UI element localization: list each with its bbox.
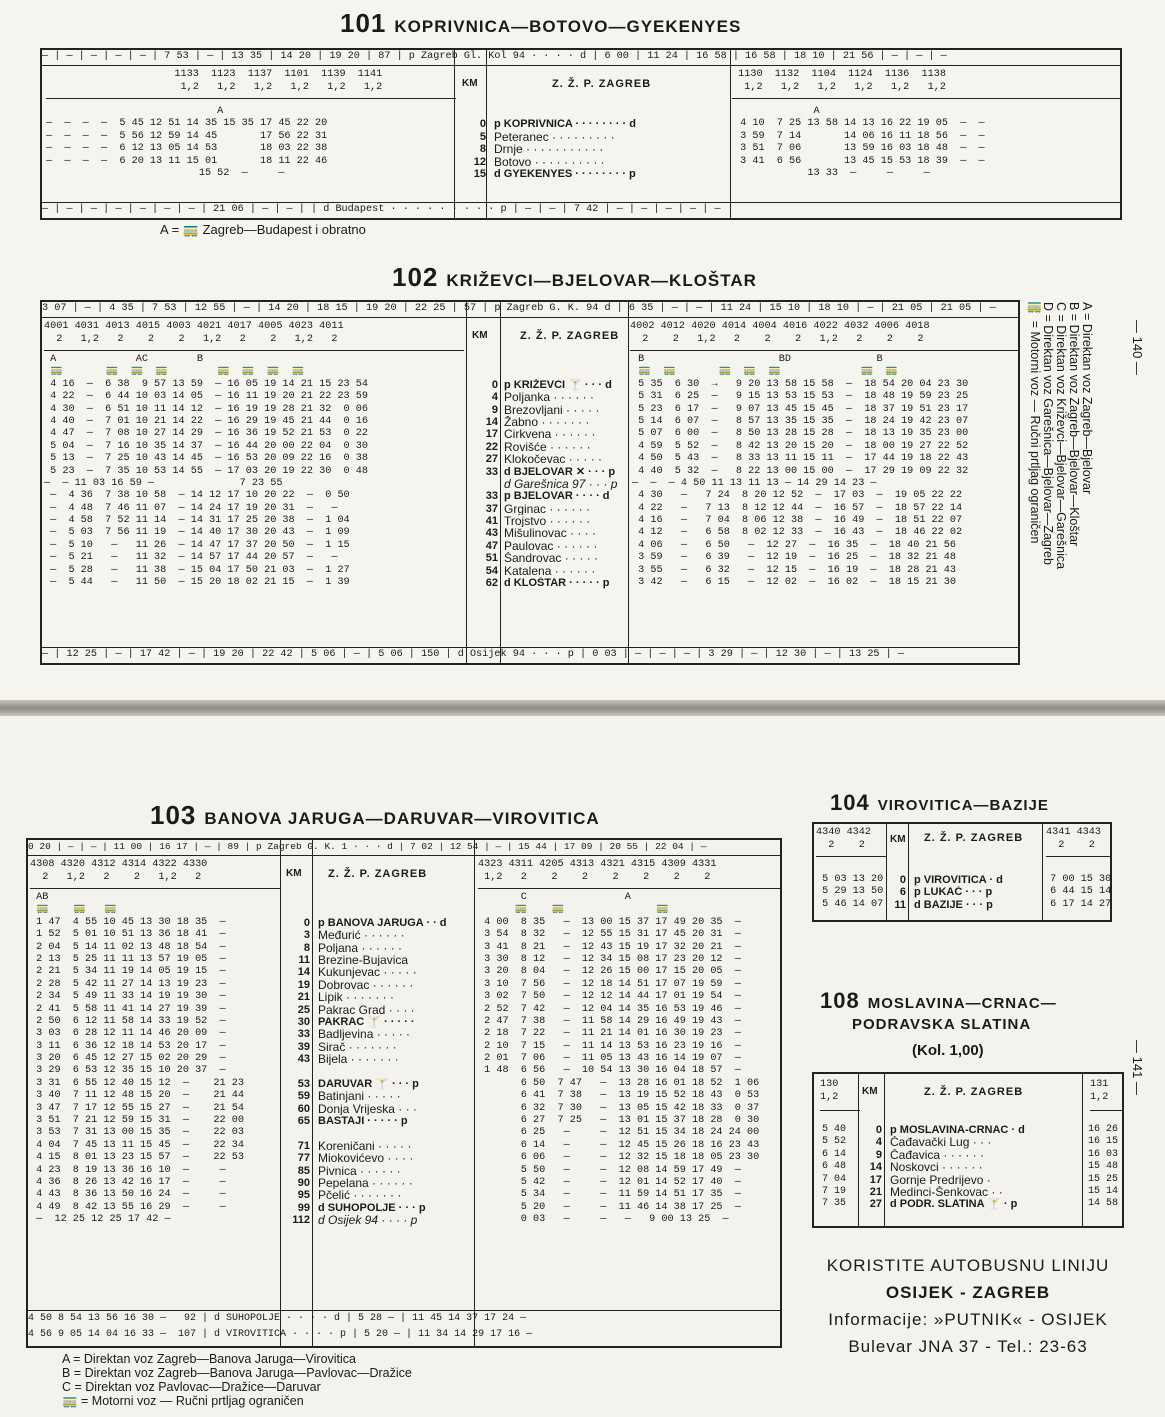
t103-footer-virovitica: 4 56 9 05 14 04 16 33 — 107 | d VIROVITICA · · · · p | 5 20 — | 11 34 14 29 17 16 — — [28, 1329, 533, 1340]
t101-times-right: A 4 10 7 25 13 58 14 13 16 22 19 05 — — 3 59 7 14 14 06 16 11 18 56 — — 3 51 7 06 13 59 16 03 18 48 — — 3 41 6 56 13 45 15 53 18 39 — — 13 33 — — — — [734, 106, 985, 179]
t102-km-col: 0 4 9 14 17 22 27 33 33 37 41 43 47 51 54 62 — [485, 378, 498, 590]
t101-header-row: — | — | — | — | — | 7 53 | — | 13 35 | 14 20 | 19 20 | 87 | p Zagreb Gl. Kol 94 · · · · d | 6 00 | 11 24 | 16 58 | 16 58 | 18 10 | 21 56 | — | — | — — [42, 50, 1120, 66]
station: p KOPRIVNICA · · · · · · · · d — [494, 118, 636, 131]
t108-title — [820, 988, 1057, 1014]
t104-route-name: VIROVITICA—BAZIJE — [877, 797, 1049, 814]
station — [494, 106, 728, 118]
t102-train-codes-left: 4001 4031 4013 4015 4003 4021 4017 4005 4023 4011 2 1,2 2 2 2 1,2 2 2 1,2 2 — [44, 320, 464, 351]
t104-number: 104 — [830, 790, 870, 815]
t102-times-right: B BD B 🚃 🚃 🚃 🚃 🚃 🚃 🚃 5 35 6 30 → 9 20 13 58 15 58 — 18 54 20 04 23 30 5 31 6 25 — 9 15 13 53 15 53 — 18 48 19 59 23 25 5 23 6 17 — 9 07 13 45 15 45 — 18 37 19 51 23 17 5 14 6 07 — 8 57 13 35 15 35 — 18 24 19 42 23 07 5 07 6 00 — 8 50 13 28 15 28 — 18 13 19 35 23 00 4 59 5 52 — 8 42 13 20 15 20 — 18 00 19 27 22 52 4 50 5 43 — 8 33 13 11 15 11 — 17 44 19 18 22 43 4 40 5 32 — 8 22 13 00 15 00 — 17 29 19 09 22 32 — — — 4 50 11 13 11 13 — 14 29 14 23 — 4 30 — 7 24 8 20 12 52 — 17 03 — 19 05 22 22 4 22 — 7 13 8 12 12 44 — 16 57 — 18 57 22 14 4 16 — 7 04 8 06 12 38 — 16 49 — 18 51 22 07 4 12 — 6 58 8 02 12 33 — 16 43 — 18 46 22 02 4 06 — 6 50 — 12 27 — 16 35 — 18 40 21 56 3 59 — 6 39 — 12 19 — 16 25 — 18 32 21 48 3 55 — 6 32 — 12 15 — 16 19 — 18 28 21 43 3 42 — 6 15 — 12 02 — 16 02 — 18 15 21 30 — [632, 354, 969, 589]
t108-times-left: 5 40 5 52 6 14 6 48 7 04 7 19 7 35 — [816, 1124, 847, 1210]
station: Drnje · · · · · · · · · · · — [494, 143, 604, 156]
t104-table: 4340 4342 2 2 4341 4343 2 2 KM Z. Ž. P. ZAGREB 5 03 13 20 5 29 13 50 5 46 14 07 0 6 11 p VIROVITICA · d p LUKAČ · · · p d BAZIJE · · · p 7 00 15 30 6 44 15 14 6 17 14 27 — [812, 822, 1112, 922]
page-fold — [0, 700, 1165, 716]
t102-header-row: 3 07 | — | 4 35 | 7 53 | 12 55 | — | 14 20 | 18 15 | 19 20 | 22 25 | 57 | p Zagreb G. K. 94 d | 6 35 | — | — | 11 24 | 15 10 | 18 10 | — | 21 05 | 21 05 | — — [42, 302, 1018, 318]
advert-line-2: OSIJEK - ZAGREB — [885, 1283, 1051, 1302]
t108-stations: p MOSLAVINA-CRNAC · d Čađavački Lug · · · Čađavica · · · · · · Noskovci · · · · · · Gornje Predrijevo · Medinci-Šenkovac · · d PODR. SLATINA 🍸 · p — [890, 1124, 1025, 1211]
t101-train-codes-right: 1130 1132 1104 1124 1136 1138 1,2 1,2 1,2 1,2 1,2 1,2 — [732, 68, 1120, 99]
page-number-140: — 140 — — [1130, 320, 1145, 375]
t108-times-right: 16 26 16 15 16 03 15 48 15 25 15 14 14 58 — [1082, 1124, 1119, 1210]
t103-times-left: AB 🚃 🚃 🚃 1 47 4 55 10 45 13 30 18 35 — 1 52 5 01 10 51 13 36 18 41 — 2 04 5 14 11 02 13 48 18 54 — 2 13 5 25 11 11 13 57 19 05 — 2 21 5 34 11 19 14 05 19 15 — 2 28 5 42 11 27 14 13 19 23 — 2 34 5 49 11 33 14 19 19 30 — 2 41 5 58 11 41 14 27 19 39 — 2 50 6 12 11 58 14 33 19 52 — 3 03 6 28 12 11 14 46 20 09 — 3 11 6 36 12 18 14 53 20 17 — 3 20 6 45 12 27 15 02 20 29 — 3 29 6 53 12 35 15 10 20 37 — 3 31 6 55 12 40 15 12 — 21 23 3 40 7 11 12 48 15 20 — 21 44 3 47 7 17 12 55 15 27 — 21 54 3 51 7 21 12 59 15 31 — 22 00 3 53 7 31 13 00 15 35 — 22 03 4 04 7 45 13 11 15 45 — 22 34 4 15 8 01 13 23 15 57 — 22 53 4 23 8 19 13 36 16 10 — — 4 36 8 26 13 42 16 17 — — 4 43 8 36 13 50 16 24 — — 4 49 8 42 13 55 16 29 — — — 12 25 12 25 17 42 — — [30, 892, 244, 1226]
t101-row: — — — — 6 12 13 05 14 53 18 03 22 38 — [46, 143, 328, 155]
t101-footer-row: — | — | — | — | — | — | — | 21 06 | — | — | | d Budapest · · · · · · · · · p | — | — | 7 42 | — | — | — | — | — — [42, 202, 1120, 218]
t101-number: 101 — [340, 8, 387, 38]
t108-route-name-2: PODRAVSKA SLATINA — [852, 1016, 1032, 1033]
t102-railway-label: Z. Ž. P. ZAGREB — [520, 330, 620, 342]
advert-line-4: Bulevar JNA 37 - Tel.: 23-63 — [848, 1337, 1088, 1356]
t103-train-codes-right: 4323 4311 4205 4313 4321 4315 4309 4331 1,2 2 2 2 2 2 2 2 — [478, 858, 780, 889]
t102-train-codes-right: 4002 4012 4020 4014 4004 4016 4022 4032 4006 4018 2 2 1,2 2 2 2 1,2 2 2 2 — [630, 320, 1018, 351]
t104-stations: p VIROVITICA · d p LUKAČ · · · p d BAZIJE · · · p — [914, 874, 1003, 911]
t101-km-label: KM — [462, 78, 478, 89]
t101-train-codes-left: 1133 1123 1137 1101 1139 1141 1,2 1,2 1,2 1,2 1,2 1,2 — [46, 68, 456, 99]
t101-row: — — — — 5 45 12 51 14 35 15 35 17 45 22 20 — [46, 118, 328, 130]
t102-legend: A = Direktan voz Zagreb—Bjelovar B = Direktan voz Zagreb—Bjelovar—Kloštar C = Direktan voz Križevci—Bjelovar—Garešnica D = Direktan voz Garešnica—Bjelovar—Zagreb 🚃 = Motorni voz — Ručni prtljag ograničen — [1028, 302, 1094, 570]
t103-header-row: 0 20 | — | — | 11 00 | 16 17 | — | 89 | p Zagreb G. K. 1 · · · d | 7 02 | 12 54 | — | 15 44 | 17 09 | 20 55 | 22 04 | — — [28, 840, 780, 856]
t103-train-codes-left: 4308 4320 4312 4314 4322 4330 2 1,2 2 2 1,2 2 — [30, 858, 280, 889]
t102-stations: p KRIŽEVCI 🍸 · · · d Poljanka · · · · · · Brezovljani · · · · · Žabno · · · · · · · Cirkvena · · · · · · Rovišće · · · · · · Klokočevac · · · · · d BJELOVAR ✕ · · · p d Garešnica 97 · · · p p BJELOVAR · · · · d Grginac · · · · · · Trojstvo · · · · · · Mišulinovac · · · · Paulovac · · · · · · Šandrovac · · · · · Katalena · · · · · · d KLOŠTAR · · · · · p — [504, 378, 618, 590]
t103-stations: p BANOVA JARUGA · · d Međurić · · · · · · Poljana · · · · · · Brezine-Bujavica Kukunjevac · · · · · Dobrovac · · · · · · Lipik · · · · · · · Pakrac Grad · · · · PAKRAC 🍸 · · · · · Badljevina · · · · · Sirač · · · · · · · Bijela · · · · · · · DARUVAR 🍸 · · · p Batinjani · · · · · Donja Vrijeska · · · BASTAJI · · · · · p Koreničani · · · · · Miokovićevo · · · · Pivnica · · · · · · Pepelana · · · · · · Pčelić · · · · · · · d SUHOPOLJE · · · p d Osijek 94 · · · · p — [318, 916, 447, 1227]
t102-table — [40, 300, 1020, 665]
t103-route-name: BANOVA JARUGA—DARUVAR—VIROVITICA — [204, 809, 600, 828]
t101-title — [340, 8, 741, 39]
t101-stations — [494, 106, 728, 180]
t104-title — [830, 790, 1049, 816]
t101-times-left — [46, 106, 454, 180]
t101-table — [40, 48, 1122, 220]
station: d GYEKENYES · · · · · · · · p — [494, 167, 636, 180]
t103-title — [150, 800, 600, 831]
advert-line-1: KORISTITE AUTOBUSNU LINIJU — [826, 1256, 1110, 1275]
advert-line-3: Informacije: »PUTNIK« - OSIJEK — [828, 1310, 1108, 1329]
t101-note: A = 🚃 Zagreb—Budapest i obratno — [160, 222, 366, 237]
t104-times-left: 5 03 13 20 5 29 13 50 5 46 14 07 — [816, 874, 884, 910]
t108-tariff: (Kol. 1,00) — [912, 1042, 984, 1059]
bus-line-advert — [808, 1252, 1128, 1360]
t108-table: 130 1,2 131 1,2 KM Z. Ž. P. ZAGREB 5 40 5 52 6 14 6 48 7 04 7 19 7 35 0 4 9 14 17 21 27 p MOSLAVINA-CRNAC · d Čađavački Lug · · · Čađavica · · · · · · Noskovci · · · · · · Gornje Predrijevo · Medinci-Šenkovac · · d PODR. SLATINA 🍸 · p 16 26 16 15 16 03 15 48 15 25 15 14 14 58 — [812, 1072, 1124, 1228]
t103-number: 103 — [150, 800, 197, 830]
t103-notes: A = Direktan voz Zagreb—Banova Jaruga—Virovitica B = Direktan voz Zagreb—Banova Jaruga—Pavlovac—Dražice C = Direktan voz Pavlovac—Dražice—Daruvar 🚃 = Motorni voz — Ručni prtljag ograničen — [62, 1352, 412, 1408]
page-number-141: — 141 — — [1130, 1040, 1145, 1095]
t108-number: 108 — [820, 988, 860, 1013]
t101-row: 15 52 — — — [46, 167, 285, 179]
t108-route-name-1: MOSLAVINA—CRNAC— — [867, 995, 1057, 1012]
t103-footer-suhopolje: 4 50 8 54 13 56 16 30 — 92 | d SUHOPOLJE · · · · d | 5 28 — | 11 45 14 37 17 24 — — [28, 1313, 527, 1324]
t103-times-right: C A 🚃 🚃 🚃 4 00 8 35 — 13 00 15 37 17 49 20 35 — 3 54 8 32 — 12 55 15 31 17 45 20 31 — 3 41 8 21 — 12 43 15 19 17 32 20 21 — 3 30 8 12 — 12 34 15 08 17 23 20 12 — 3 20 8 04 — 12 26 15 00 17 15 20 05 — 3 10 7 56 — 12 18 14 51 17 07 19 59 — 3 02 7 50 — 12 12 14 44 17 01 19 54 — 2 52 7 42 — 12 04 14 35 16 53 19 46 — 2 47 7 38 — 11 58 14 29 16 49 19 43 — 2 18 7 22 — 11 21 14 01 16 30 19 23 — 2 10 7 15 — 11 14 13 53 16 23 19 16 — 2 01 7 06 — 11 05 13 43 16 14 19 07 — 1 48 6 56 — 10 54 13 30 16 04 18 57 — 6 50 7 47 — 13 28 16 01 18 52 1 06 6 41 7 38 — 13 19 15 52 18 43 0 53 6 32 7 30 — 13 05 15 42 18 33 0 37 6 27 7 25 — 13 01 15 37 18 28 0 30 6 25 — — 12 51 15 34 18 24 24 00 6 14 — — 12 45 15 26 18 16 23 43 6 06 — — 12 32 15 18 18 05 23 30 5 50 — — 12 08 14 59 17 49 — 5 42 — — 12 01 14 52 17 40 — 5 34 — — 11 59 14 51 17 35 — 5 20 — — 11 46 14 38 17 25 — 0 03 — — — 9 00 13 25 — — [478, 892, 760, 1226]
t101-km-col: 0 5 8 12 15 — [473, 118, 486, 180]
t101-route-name: KOPRIVNICA—BOTOVO—GYEKENYES — [394, 17, 742, 36]
station: Botovo · · · · · · · · · · — [494, 155, 605, 168]
t102-km-label: KM — [472, 330, 488, 341]
t102-route-name: KRIŽEVCI—BJELOVAR—KLOŠTAR — [446, 271, 757, 290]
t101-row: A — [46, 106, 224, 117]
t104-times-right: 7 00 15 30 6 44 15 14 6 17 14 27 — [1044, 874, 1112, 910]
t102-title — [392, 262, 757, 293]
t102-footer-row: — | 12 25 | — | 17 42 | — | 19 20 | 22 42 | 5 06 | — | 5 06 | 150 | d Osijek 94 · · · p | 0 03 | — | — | — | 3 29 | — | 12 30 | — | 13 25 | — — [42, 647, 1018, 663]
t102-number: 102 — [392, 262, 439, 292]
t103-table — [26, 838, 782, 1348]
t101-railway-label: Z. Ž. P. ZAGREB — [552, 78, 652, 90]
t103-railway-label: Z. Ž. P. ZAGREB — [328, 868, 428, 880]
station: Peteranec · · · · · · · · · — [494, 130, 615, 144]
t103-km-label: KM — [286, 868, 302, 879]
t101-row: — — — — 5 56 12 59 14 45 17 56 22 31 — [46, 130, 328, 142]
t108-title-line2 — [852, 1016, 1031, 1034]
t101-row: — — — — 6 20 13 11 15 01 18 11 22 46 — [46, 155, 328, 167]
t102-times-left: A AC B 🚃 🚃 🚃 🚃 🚃 🚃 🚃 🚃 4 16 — 6 38 9 57 13 59 — 16 05 19 14 21 15 23 54 4 22 — 6 44 10 03 14 05 — 16 11 19 20 21 22 23 59 4 30 — 6 51 10 11 14 12 — 16 19 19 28 21 32 0 06 4 40 — 7 01 10 21 14 22 — 16 29 19 45 21 44 0 16 4 47 — 7 08 10 27 14 29 — 16 36 19 52 21 53 0 22 5 04 — 7 16 10 35 14 37 — 16 44 20 00 22 04 0 30 5 13 — 7 25 10 43 14 45 — 16 53 20 09 22 16 0 38 5 23 — 7 35 10 53 14 55 — 17 03 20 19 22 30 0 48 — — 11 03 16 59 — 7 23 55 — 4 36 7 38 10 58 — 14 12 17 10 20 22 — 0 50 — 4 48 7 46 11 07 — 14 24 17 19 20 31 — — — 4 58 7 52 11 14 — 14 31 17 25 20 38 — 1 04 — 5 03 7 56 11 19 — 14 40 17 30 20 43 — 1 09 — 5 10 — 11 26 — 14 47 17 37 20 50 — 1 15 — 5 21 — 11 32 — 14 57 17 44 20 57 — — — 5 28 — 11 38 — 15 04 17 50 21 03 — 1 27 — 5 44 — 11 50 — 15 20 18 02 21 15 — 1 39 — [44, 354, 369, 589]
t103-km-col: 0 3 8 11 14 19 21 25 30 33 39 43 53 59 60 65 71 77 85 90 95 99 112 — [292, 916, 310, 1227]
